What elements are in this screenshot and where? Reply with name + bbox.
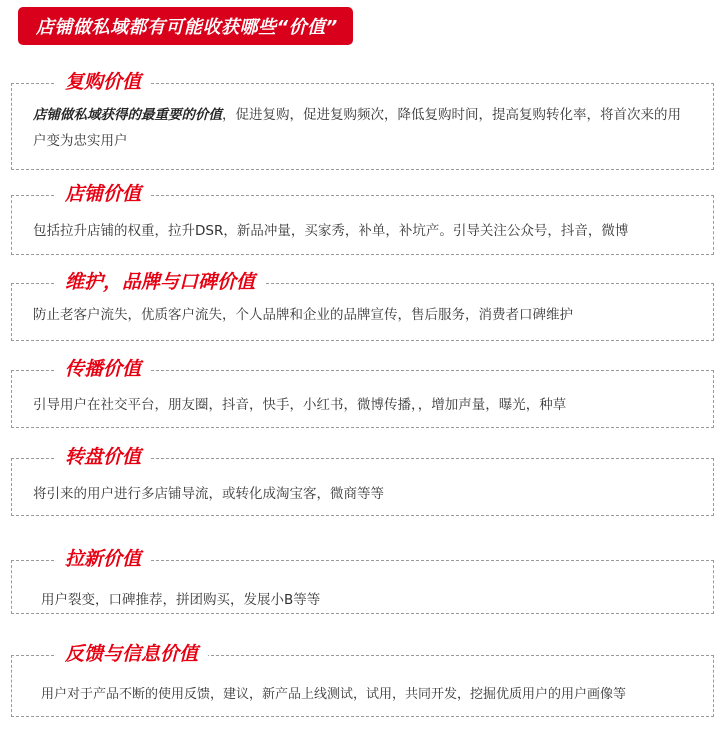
- section-emphasis: 店铺做私域获得的最重要的价值: [33, 107, 222, 123]
- section-body: 用户裂变，口碑推荐，拼团购买，发展小B等等: [41, 592, 321, 608]
- section-traffic-transfer: [11, 443, 714, 519]
- section-title: 传播价值: [55, 355, 151, 383]
- section-body: 引导用户在社交平台，朋友圈，抖音，快手，小红书，微博传播，，增加声量，曝光，种草: [33, 397, 567, 413]
- section-store: [11, 180, 714, 258]
- section-feedback-info: [11, 640, 714, 720]
- section-brand-reputation: [11, 268, 714, 344]
- section-body: 将引来的用户进行多店铺导流，或转化成淘宝客，微商等等: [33, 486, 384, 502]
- section-title: 转盘价值: [55, 443, 151, 471]
- section-body: [33, 102, 693, 154]
- section-body: 防止老客户流失，优质客户流失，个人品牌和企业的品牌宣传，售后服务，消费者口碑维护: [33, 307, 573, 323]
- section-title: 维护，品牌与口碑价值: [55, 268, 265, 296]
- section-new-users: [11, 545, 714, 617]
- section-title: 复购价值: [55, 68, 151, 96]
- section-body-text: ，促进复购，促进复购频次，降低复购时间，提高复购转化率，将首次来的用户变为忠实用户: [33, 107, 681, 149]
- section-body: 包括拉升店铺的权重，拉升DSR，新品冲量，买家秀，补单，补坑产。引导关注公众号，抖音，微博: [33, 223, 629, 239]
- header-banner: [18, 7, 353, 45]
- section-repurchase: [11, 68, 714, 172]
- section-spread: [11, 355, 714, 431]
- section-body: 用户对于产品不断的使用反馈，建议，新产品上线测试，试用，共同开发，挖掘优质用户的用户画像等: [41, 687, 627, 702]
- section-title: 拉新价值: [55, 545, 151, 573]
- section-title: 店铺价值: [55, 180, 151, 208]
- section-title: 反馈与信息价值: [55, 640, 208, 668]
- page-title: 店铺做私域都有可能收获哪些“价值”: [36, 17, 338, 38]
